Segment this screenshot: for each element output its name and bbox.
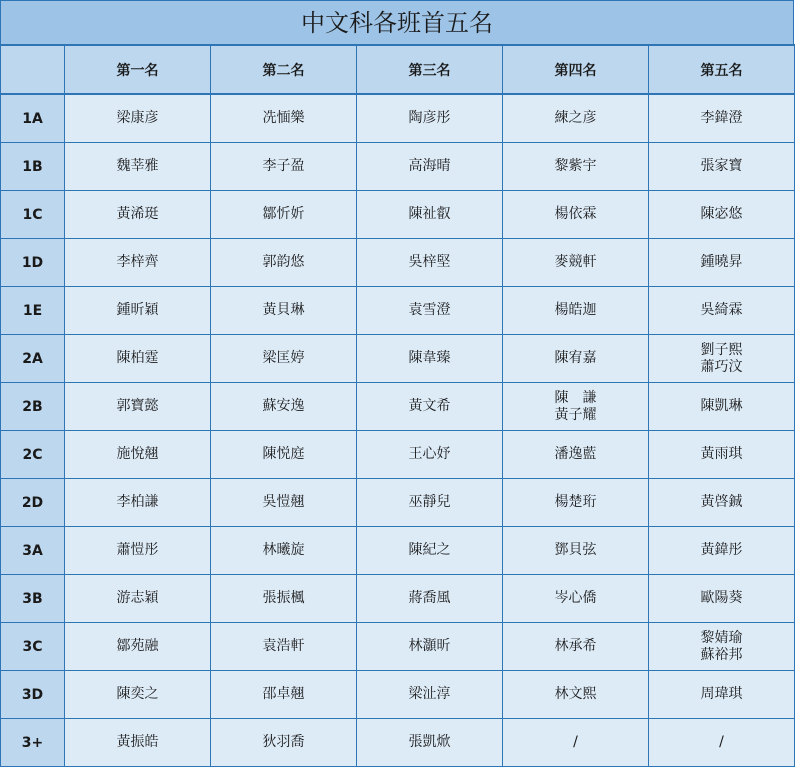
student-name-cell: [65, 575, 211, 623]
student-name-cell: [65, 191, 211, 239]
student-name-cell: [65, 431, 211, 479]
student-name: 冼愐樂: [262, 110, 305, 126]
student-name-cell: [649, 623, 795, 671]
table-row: [1, 527, 795, 575]
student-name-cell: [357, 94, 503, 143]
student-name: 袁浩軒: [262, 638, 305, 654]
student-name-cell: [211, 335, 357, 383]
student-name-cell: [65, 623, 211, 671]
table-row: [1, 239, 795, 287]
student-name-cell: [649, 431, 795, 479]
class-label: 1B: [1, 143, 65, 191]
student-name-cell: [211, 191, 357, 239]
class-label: 1E: [1, 287, 65, 335]
student-name: 鄒忻妡: [262, 206, 305, 222]
student-name: 吳愷翹: [262, 494, 305, 510]
class-label: 2A: [1, 335, 65, 383]
student-name: 吳綺霖: [700, 302, 743, 318]
student-name: 陳凱琳: [700, 398, 743, 414]
student-name-cell: [65, 287, 211, 335]
student-name: 蕭愷彤: [116, 542, 159, 558]
student-name: 李梓齊: [116, 254, 159, 270]
student-name-cell: [211, 239, 357, 287]
student-name-cell: [649, 287, 795, 335]
student-name: 邵卓翹: [262, 686, 305, 702]
table-row: [1, 431, 795, 479]
student-name: 黎紫宇: [554, 158, 597, 174]
header-row: [1, 45, 795, 94]
student-name: 郭韵悠: [262, 254, 305, 270]
student-name-cell: [503, 575, 649, 623]
student-name-cell: [211, 383, 357, 431]
class-label: 2D: [1, 479, 65, 527]
student-name-cell: [211, 671, 357, 719]
student-name: 王心妤: [408, 446, 451, 462]
student-name: /: [719, 734, 724, 750]
student-name-cell: [357, 623, 503, 671]
student-name: 林文熙: [554, 686, 597, 702]
student-name-cell: [357, 335, 503, 383]
header-rank-5: 第五名: [649, 45, 795, 94]
student-name-cell: [357, 383, 503, 431]
sheet-title: 中文科各班首五名: [0, 0, 794, 44]
student-name: 黎婧瑜 蘇裕邦: [700, 629, 743, 663]
student-name: 梁沚淳: [408, 686, 451, 702]
student-name: 陳柏霆: [116, 350, 159, 366]
student-name: 林灝昕: [408, 638, 451, 654]
student-name: 施悅翹: [116, 446, 159, 462]
student-name: 黃浠珽: [116, 206, 159, 222]
student-name: 麥競軒: [554, 254, 597, 270]
student-name: 高海晴: [408, 158, 451, 174]
student-name: /: [573, 734, 578, 750]
student-name-cell: [649, 719, 795, 767]
table-row: [1, 575, 795, 623]
student-name-cell: [211, 479, 357, 527]
student-name: 楊依霖: [554, 206, 597, 222]
student-name: 潘逸藍: [554, 446, 597, 462]
student-name-cell: [503, 335, 649, 383]
student-name-cell: [649, 527, 795, 575]
class-label: 3+: [1, 719, 65, 767]
table-row: [1, 671, 795, 719]
student-name-cell: [649, 143, 795, 191]
student-name-cell: [357, 479, 503, 527]
student-name: 楊楚珩: [554, 494, 597, 510]
student-name: 袁雪澄: [408, 302, 451, 318]
student-name-cell: [211, 287, 357, 335]
student-name: 歐陽葵: [700, 590, 743, 606]
student-name: 陳 謙 黃子耀: [554, 389, 597, 423]
student-name-cell: [503, 94, 649, 143]
class-label: 3D: [1, 671, 65, 719]
header-rank-4: 第四名: [503, 45, 649, 94]
student-name: 李鍏澄: [700, 110, 743, 126]
student-name: 張家寶: [700, 158, 743, 174]
student-name: 李柏謙: [116, 494, 159, 510]
student-name-cell: [503, 527, 649, 575]
class-label: 1D: [1, 239, 65, 287]
table-row: [1, 94, 795, 143]
student-name-cell: [65, 671, 211, 719]
student-name: 郭寶懿: [116, 398, 159, 414]
ranking-table: [0, 44, 795, 767]
student-name-cell: [503, 479, 649, 527]
student-name: 陳紀之: [408, 542, 451, 558]
student-name: 鍾昕穎: [116, 302, 159, 318]
student-name-cell: [649, 94, 795, 143]
student-name-cell: [357, 191, 503, 239]
student-name: 練之彦: [554, 110, 597, 126]
student-name: 岑心僑: [554, 590, 597, 606]
student-name: 張凱焮: [408, 734, 451, 750]
student-name: 陳韋臻: [408, 350, 451, 366]
table-row: [1, 383, 795, 431]
student-name: 黃貝琳: [262, 302, 305, 318]
table-row: [1, 287, 795, 335]
student-name: 楊皓迦: [554, 302, 597, 318]
student-name: 吳梓堅: [408, 254, 451, 270]
student-name: 陳宓悠: [700, 206, 743, 222]
student-name-cell: [357, 287, 503, 335]
student-name-cell: [65, 239, 211, 287]
student-name: 周瑋琪: [700, 686, 743, 702]
student-name: 鄒苑融: [116, 638, 159, 654]
student-name: 陳祉叡: [408, 206, 451, 222]
student-name-cell: [65, 479, 211, 527]
student-name-cell: [211, 94, 357, 143]
student-name: 林承希: [554, 638, 597, 654]
student-name-cell: [211, 719, 357, 767]
student-name: 黃鍏彤: [700, 542, 743, 558]
student-name: 陳奕之: [116, 686, 159, 702]
student-name-cell: [357, 575, 503, 623]
student-name: 鍾曉昇: [700, 254, 743, 270]
class-label: 1A: [1, 94, 65, 143]
student-name: 陳宥嘉: [554, 350, 597, 366]
student-name-cell: [503, 431, 649, 479]
student-name-cell: [211, 527, 357, 575]
student-name-cell: [649, 479, 795, 527]
student-name: 陳悦庭: [262, 446, 305, 462]
student-name-cell: [65, 143, 211, 191]
student-name-cell: [503, 623, 649, 671]
student-name: 李子盈: [262, 158, 305, 174]
student-name: 陶彦彤: [408, 110, 451, 126]
student-name-cell: [649, 239, 795, 287]
student-name: 梁康彦: [116, 110, 159, 126]
class-label: 3A: [1, 527, 65, 575]
student-name-cell: [357, 719, 503, 767]
class-label: 3C: [1, 623, 65, 671]
student-name: 劉子熙 蕭巧汶: [700, 341, 743, 375]
student-name-cell: [211, 623, 357, 671]
student-name-cell: [65, 94, 211, 143]
table-row: [1, 623, 795, 671]
student-name-cell: [503, 671, 649, 719]
student-name: 黃雨琪: [700, 446, 743, 462]
student-name-cell: [357, 527, 503, 575]
student-name-cell: [649, 335, 795, 383]
student-name-cell: [503, 143, 649, 191]
student-name-cell: [649, 383, 795, 431]
student-name: 鄧貝弦: [554, 542, 597, 558]
student-name-cell: [503, 287, 649, 335]
student-name-cell: [503, 719, 649, 767]
student-name: 張振楓: [262, 590, 305, 606]
student-name: 游志穎: [116, 590, 159, 606]
student-name-cell: [357, 431, 503, 479]
student-name: 巫靜兒: [408, 494, 451, 510]
student-name-cell: [503, 191, 649, 239]
student-name: 蔣喬風: [408, 590, 451, 606]
class-label: 2C: [1, 431, 65, 479]
table-row: [1, 335, 795, 383]
student-name-cell: [357, 671, 503, 719]
class-label: 3B: [1, 575, 65, 623]
student-name-cell: [649, 575, 795, 623]
student-name: 梁匡婷: [262, 350, 305, 366]
header-rank-1: 第一名: [65, 45, 211, 94]
header-rank-3: 第三名: [357, 45, 503, 94]
class-label: 1C: [1, 191, 65, 239]
student-name-cell: [211, 575, 357, 623]
student-name: 林曦旋: [262, 542, 305, 558]
student-name: 黃啓鋮: [700, 494, 743, 510]
table-row: [1, 719, 795, 767]
table-row: [1, 143, 795, 191]
student-name-cell: [649, 191, 795, 239]
student-name: 黃文希: [408, 398, 451, 414]
student-name: 狄羽喬: [262, 734, 305, 750]
student-name-cell: [65, 719, 211, 767]
student-name-cell: [211, 431, 357, 479]
student-name-cell: [357, 143, 503, 191]
student-name-cell: [649, 671, 795, 719]
student-name: 黃振皓: [116, 734, 159, 750]
student-name-cell: [357, 239, 503, 287]
class-label: 2B: [1, 383, 65, 431]
student-name-cell: [503, 239, 649, 287]
student-name: 蘇安逸: [262, 398, 305, 414]
student-name-cell: [503, 383, 649, 431]
student-name-cell: [211, 143, 357, 191]
student-name: 魏莘雅: [116, 158, 159, 174]
table-row: [1, 479, 795, 527]
corner-cell: [1, 45, 65, 94]
student-name-cell: [65, 335, 211, 383]
student-name-cell: [65, 383, 211, 431]
student-name-cell: [65, 527, 211, 575]
table-row: [1, 191, 795, 239]
header-rank-2: 第二名: [211, 45, 357, 94]
